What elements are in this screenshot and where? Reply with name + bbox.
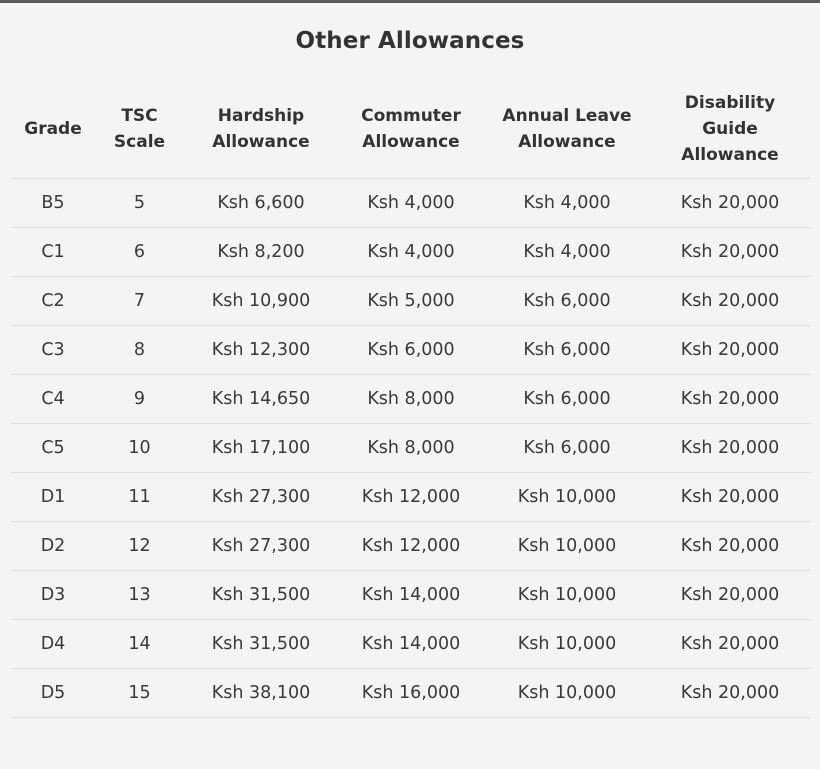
column-header-line: Commuter bbox=[361, 106, 461, 126]
cell-hardship-allowance: Ksh 14,650 bbox=[184, 375, 338, 424]
cell-commuter-allowance: Ksh 6,000 bbox=[338, 326, 484, 375]
table-row bbox=[11, 669, 810, 718]
table-row bbox=[11, 424, 810, 473]
cell-disability-guide-allowance: Ksh 20,000 bbox=[650, 228, 810, 277]
cell-annual-leave-allowance: Ksh 6,000 bbox=[484, 375, 650, 424]
cell-disability-guide-allowance: Ksh 20,000 bbox=[650, 620, 810, 669]
column-header-line: Allowance bbox=[212, 132, 310, 152]
cell-annual-leave-allowance: Ksh 10,000 bbox=[484, 522, 650, 571]
cell-grade: D1 bbox=[11, 473, 95, 522]
table-row bbox=[11, 473, 810, 522]
cell-hardship-allowance: Ksh 31,500 bbox=[184, 571, 338, 620]
cell-tsc-scale: 7 bbox=[95, 277, 184, 326]
cell-tsc-scale: 10 bbox=[95, 424, 184, 473]
cell-tsc-scale: 12 bbox=[95, 522, 184, 571]
cell-disability-guide-allowance: Ksh 20,000 bbox=[650, 522, 810, 571]
table-row bbox=[11, 179, 810, 228]
column-header-line: Allowance bbox=[681, 145, 779, 165]
cell-grade: C4 bbox=[11, 375, 95, 424]
header-row bbox=[11, 80, 810, 179]
cell-tsc-scale: 5 bbox=[95, 179, 184, 228]
cell-disability-guide-allowance: Ksh 20,000 bbox=[650, 473, 810, 522]
cell-disability-guide-allowance: Ksh 20,000 bbox=[650, 326, 810, 375]
cell-disability-guide-allowance: Ksh 20,000 bbox=[650, 277, 810, 326]
column-header-line: TSC bbox=[121, 106, 158, 126]
cell-grade: D3 bbox=[11, 571, 95, 620]
cell-grade: D5 bbox=[11, 669, 95, 718]
cell-hardship-allowance: Ksh 38,100 bbox=[184, 669, 338, 718]
column-header-annual-leave-allowance bbox=[484, 80, 650, 179]
cell-grade: C2 bbox=[11, 277, 95, 326]
cell-hardship-allowance: Ksh 12,300 bbox=[184, 326, 338, 375]
cell-annual-leave-allowance: Ksh 10,000 bbox=[484, 620, 650, 669]
table-row bbox=[11, 277, 810, 326]
top-divider bbox=[0, 0, 820, 3]
cell-commuter-allowance: Ksh 8,000 bbox=[338, 424, 484, 473]
cell-hardship-allowance: Ksh 17,100 bbox=[184, 424, 338, 473]
cell-commuter-allowance: Ksh 14,000 bbox=[338, 620, 484, 669]
cell-grade: C1 bbox=[11, 228, 95, 277]
allowances-table bbox=[11, 80, 810, 718]
cell-disability-guide-allowance: Ksh 20,000 bbox=[650, 669, 810, 718]
cell-commuter-allowance: Ksh 12,000 bbox=[338, 522, 484, 571]
table-row bbox=[11, 620, 810, 669]
cell-tsc-scale: 11 bbox=[95, 473, 184, 522]
cell-tsc-scale: 8 bbox=[95, 326, 184, 375]
table-row bbox=[11, 375, 810, 424]
cell-annual-leave-allowance: Ksh 6,000 bbox=[484, 277, 650, 326]
cell-hardship-allowance: Ksh 8,200 bbox=[184, 228, 338, 277]
cell-grade: C3 bbox=[11, 326, 95, 375]
column-header-tsc-scale bbox=[95, 80, 184, 179]
column-header-hardship-allowance bbox=[184, 80, 338, 179]
cell-annual-leave-allowance: Ksh 10,000 bbox=[484, 473, 650, 522]
cell-commuter-allowance: Ksh 4,000 bbox=[338, 179, 484, 228]
table-row bbox=[11, 228, 810, 277]
cell-disability-guide-allowance: Ksh 20,000 bbox=[650, 424, 810, 473]
cell-annual-leave-allowance: Ksh 10,000 bbox=[484, 669, 650, 718]
column-header-commuter-allowance bbox=[338, 80, 484, 179]
cell-commuter-allowance: Ksh 12,000 bbox=[338, 473, 484, 522]
cell-disability-guide-allowance: Ksh 20,000 bbox=[650, 179, 810, 228]
table-header bbox=[11, 80, 810, 179]
column-header-line: Scale bbox=[113, 132, 166, 152]
cell-grade: D2 bbox=[11, 522, 95, 571]
cell-grade: B5 bbox=[11, 179, 95, 228]
cell-commuter-allowance: Ksh 8,000 bbox=[338, 375, 484, 424]
column-header-line: Grade bbox=[24, 119, 82, 139]
cell-hardship-allowance: Ksh 31,500 bbox=[184, 620, 338, 669]
cell-annual-leave-allowance: Ksh 6,000 bbox=[484, 326, 650, 375]
table-row bbox=[11, 522, 810, 571]
cell-annual-leave-allowance: Ksh 4,000 bbox=[484, 228, 650, 277]
cell-commuter-allowance: Ksh 5,000 bbox=[338, 277, 484, 326]
cell-commuter-allowance: Ksh 14,000 bbox=[338, 571, 484, 620]
cell-hardship-allowance: Ksh 6,600 bbox=[184, 179, 338, 228]
cell-tsc-scale: 14 bbox=[95, 620, 184, 669]
cell-tsc-scale: 9 bbox=[95, 375, 184, 424]
column-header-disability-guide-allowance bbox=[650, 80, 810, 179]
cell-disability-guide-allowance: Ksh 20,000 bbox=[650, 571, 810, 620]
cell-annual-leave-allowance: Ksh 4,000 bbox=[484, 179, 650, 228]
column-header-line: Guide bbox=[702, 119, 758, 139]
table-body bbox=[11, 179, 810, 718]
cell-hardship-allowance: Ksh 27,300 bbox=[184, 473, 338, 522]
cell-commuter-allowance: Ksh 4,000 bbox=[338, 228, 484, 277]
column-header-line: Disability bbox=[684, 93, 776, 113]
cell-disability-guide-allowance: Ksh 20,000 bbox=[650, 375, 810, 424]
cell-tsc-scale: 6 bbox=[95, 228, 184, 277]
cell-annual-leave-allowance: Ksh 6,000 bbox=[484, 424, 650, 473]
page-title: Other Allowances bbox=[295, 28, 525, 54]
cell-tsc-scale: 15 bbox=[95, 669, 184, 718]
column-header-line: Hardship bbox=[217, 106, 305, 126]
column-header-grade bbox=[11, 80, 95, 179]
column-header-line: Allowance bbox=[518, 132, 616, 152]
cell-grade: D4 bbox=[11, 620, 95, 669]
cell-hardship-allowance: Ksh 10,900 bbox=[184, 277, 338, 326]
cell-commuter-allowance: Ksh 16,000 bbox=[338, 669, 484, 718]
column-header-line: Annual Leave bbox=[502, 106, 632, 126]
cell-grade: C5 bbox=[11, 424, 95, 473]
cell-tsc-scale: 13 bbox=[95, 571, 184, 620]
cell-hardship-allowance: Ksh 27,300 bbox=[184, 522, 338, 571]
cell-annual-leave-allowance: Ksh 10,000 bbox=[484, 571, 650, 620]
table-row bbox=[11, 326, 810, 375]
column-header-line: Allowance bbox=[362, 132, 460, 152]
table-row bbox=[11, 571, 810, 620]
